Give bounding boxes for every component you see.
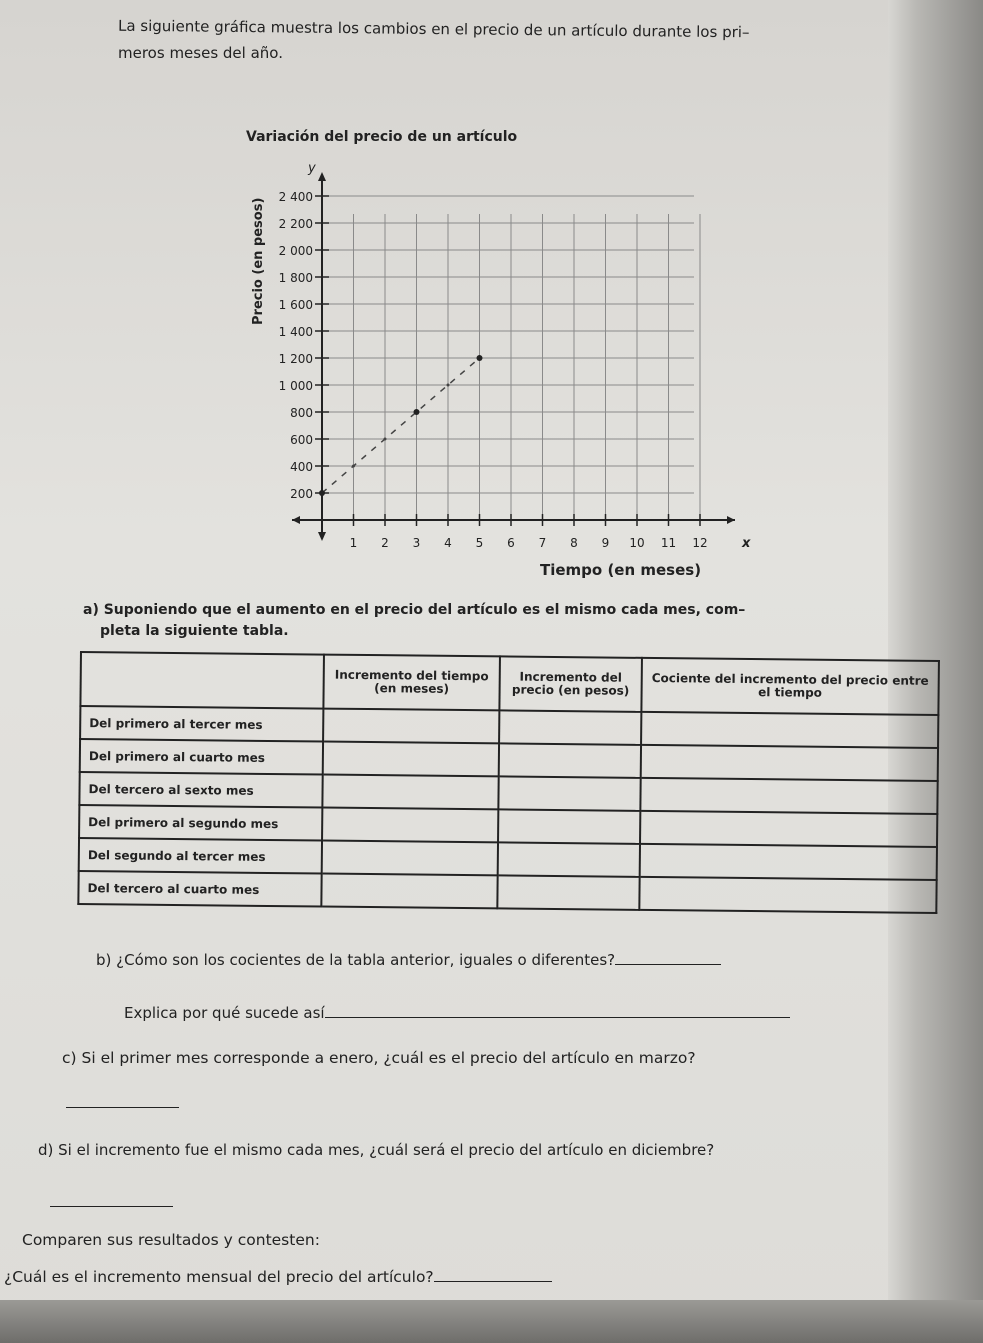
y-tick-label: 2 400 bbox=[278, 190, 313, 204]
answer-cell[interactable] bbox=[499, 743, 641, 777]
increment-table bbox=[77, 651, 940, 914]
answer-cell[interactable] bbox=[321, 874, 497, 909]
question-a-line-1: a) Suponiendo que el aumento en el precio del artículo es el mismo cada mes, com– bbox=[83, 602, 746, 618]
answer-cell[interactable] bbox=[499, 710, 641, 744]
marked-point bbox=[319, 490, 325, 496]
x-tick-label: 9 bbox=[601, 536, 610, 550]
row-label: Del tercero al sexto mes bbox=[79, 772, 322, 808]
answer-cell[interactable] bbox=[640, 778, 937, 814]
page-bottom-shadow bbox=[0, 1300, 983, 1343]
answer-cell[interactable] bbox=[641, 745, 938, 781]
y-axis-symbol: y bbox=[308, 161, 316, 176]
answer-cell[interactable] bbox=[640, 844, 937, 880]
x-axis-arrow-right bbox=[727, 516, 735, 524]
answer-cell[interactable] bbox=[641, 712, 938, 748]
chart-title: Variación del precio de un artículo bbox=[246, 129, 518, 145]
y-tick-label: 600 bbox=[290, 433, 313, 447]
row-label: Del primero al tercer mes bbox=[80, 706, 323, 742]
row-label: Del primero al cuarto mes bbox=[80, 739, 323, 775]
y-tick-label: 1 000 bbox=[278, 379, 313, 393]
y-tick-label: 2 200 bbox=[278, 217, 313, 231]
x-tick-label: 10 bbox=[629, 536, 645, 550]
data-point bbox=[352, 465, 355, 468]
price-chart bbox=[0, 0, 983, 600]
table-header-row bbox=[80, 652, 939, 715]
question-final-text: ¿Cuál es el incremento mensual del precio del artículo? bbox=[4, 1268, 434, 1286]
y-axis-label: Precio (en pesos) bbox=[251, 197, 266, 325]
x-tick-label: 1 bbox=[349, 536, 358, 550]
y-tick-label: 1 200 bbox=[278, 352, 313, 366]
question-c-text: c) Si el primer mes corresponde a enero, ¿cuál es el precio del artículo en marzo? bbox=[62, 1049, 696, 1067]
x-tick-label: 11 bbox=[660, 536, 677, 550]
answer-line-final[interactable] bbox=[434, 1267, 552, 1282]
answer-cell[interactable] bbox=[639, 877, 936, 913]
answer-cell[interactable] bbox=[322, 775, 498, 810]
x-tick-label: 7 bbox=[538, 536, 547, 550]
answer-cell[interactable] bbox=[640, 811, 937, 847]
x-axis-arrow-left bbox=[292, 516, 300, 524]
y-tick-label: 400 bbox=[290, 460, 313, 474]
table-header-blank bbox=[80, 652, 324, 709]
answer-cell[interactable] bbox=[498, 776, 640, 810]
answer-cell[interactable] bbox=[498, 842, 640, 876]
table-header-price: Incremento del precio (en pesos) bbox=[499, 656, 642, 711]
x-tick-label: 5 bbox=[475, 536, 484, 550]
answer-cell[interactable] bbox=[498, 809, 640, 843]
question-b2-text: Explica por qué sucede así bbox=[124, 1004, 325, 1022]
x-axis-symbol: x bbox=[742, 536, 751, 551]
marked-point bbox=[477, 355, 483, 361]
question-d-text: d) Si el incremento fue el mismo cada mes, ¿cuál será el precio del artículo en diciembre? bbox=[38, 1141, 715, 1159]
question-b2 bbox=[124, 1003, 790, 1023]
row-label: Del segundo al tercer mes bbox=[79, 838, 322, 874]
answer-cell[interactable] bbox=[323, 709, 499, 744]
data-point bbox=[384, 438, 387, 441]
x-tick-label: 12 bbox=[692, 536, 708, 550]
series-line-precio bbox=[322, 358, 480, 493]
marked-point bbox=[414, 409, 420, 415]
x-tick-label: 8 bbox=[570, 536, 578, 550]
answer-line-b2[interactable] bbox=[325, 1003, 790, 1018]
y-axis-arrow-down bbox=[318, 532, 326, 541]
y-tick-label: 1 600 bbox=[278, 298, 313, 312]
compare-text: Comparen sus resultados y contesten: bbox=[22, 1231, 320, 1249]
x-tick-label: 2 bbox=[381, 536, 389, 550]
question-final bbox=[4, 1267, 552, 1287]
table-header-time: Incremento del tiempo (en meses) bbox=[323, 655, 500, 711]
answer-cell[interactable] bbox=[497, 875, 639, 909]
intro-line-1: La siguiente gráfica muestra los cambios en el precio de un artículo durante los pri– bbox=[117, 16, 750, 42]
x-axis-label: Tiempo (en meses) bbox=[540, 561, 702, 579]
answer-line-d[interactable] bbox=[50, 1192, 173, 1207]
x-tick-label: 6 bbox=[507, 536, 515, 550]
row-label: Del primero al segundo mes bbox=[79, 805, 322, 841]
x-tick-label: 4 bbox=[444, 536, 452, 550]
y-tick-label: 2 000 bbox=[278, 244, 313, 258]
question-b-text: b) ¿Cómo son los cocientes de la tabla anterior, iguales o diferentes? bbox=[96, 951, 616, 969]
data-point bbox=[447, 384, 450, 387]
y-tick-label: 800 bbox=[290, 406, 313, 420]
y-axis-arrow-up bbox=[318, 172, 326, 181]
table-header-quotient: Cociente del incremento del precio entre el tiempo bbox=[641, 658, 939, 715]
answer-line-b[interactable] bbox=[615, 950, 721, 965]
y-tick-label: 1 400 bbox=[278, 325, 313, 339]
x-tick-label: 3 bbox=[412, 536, 421, 550]
answer-cell[interactable] bbox=[323, 742, 499, 777]
intro-line-2: meros meses del año. bbox=[118, 44, 283, 62]
y-tick-label: 200 bbox=[290, 487, 313, 501]
y-tick-label: 1 800 bbox=[278, 271, 313, 285]
row-label: Del tercero al cuarto mes bbox=[78, 871, 321, 907]
answer-cell[interactable] bbox=[322, 808, 498, 843]
answer-line-c[interactable] bbox=[66, 1093, 179, 1108]
question-a-line-2: pleta la siguiente tabla. bbox=[100, 623, 289, 639]
answer-cell[interactable] bbox=[322, 841, 498, 876]
question-b bbox=[96, 950, 721, 970]
